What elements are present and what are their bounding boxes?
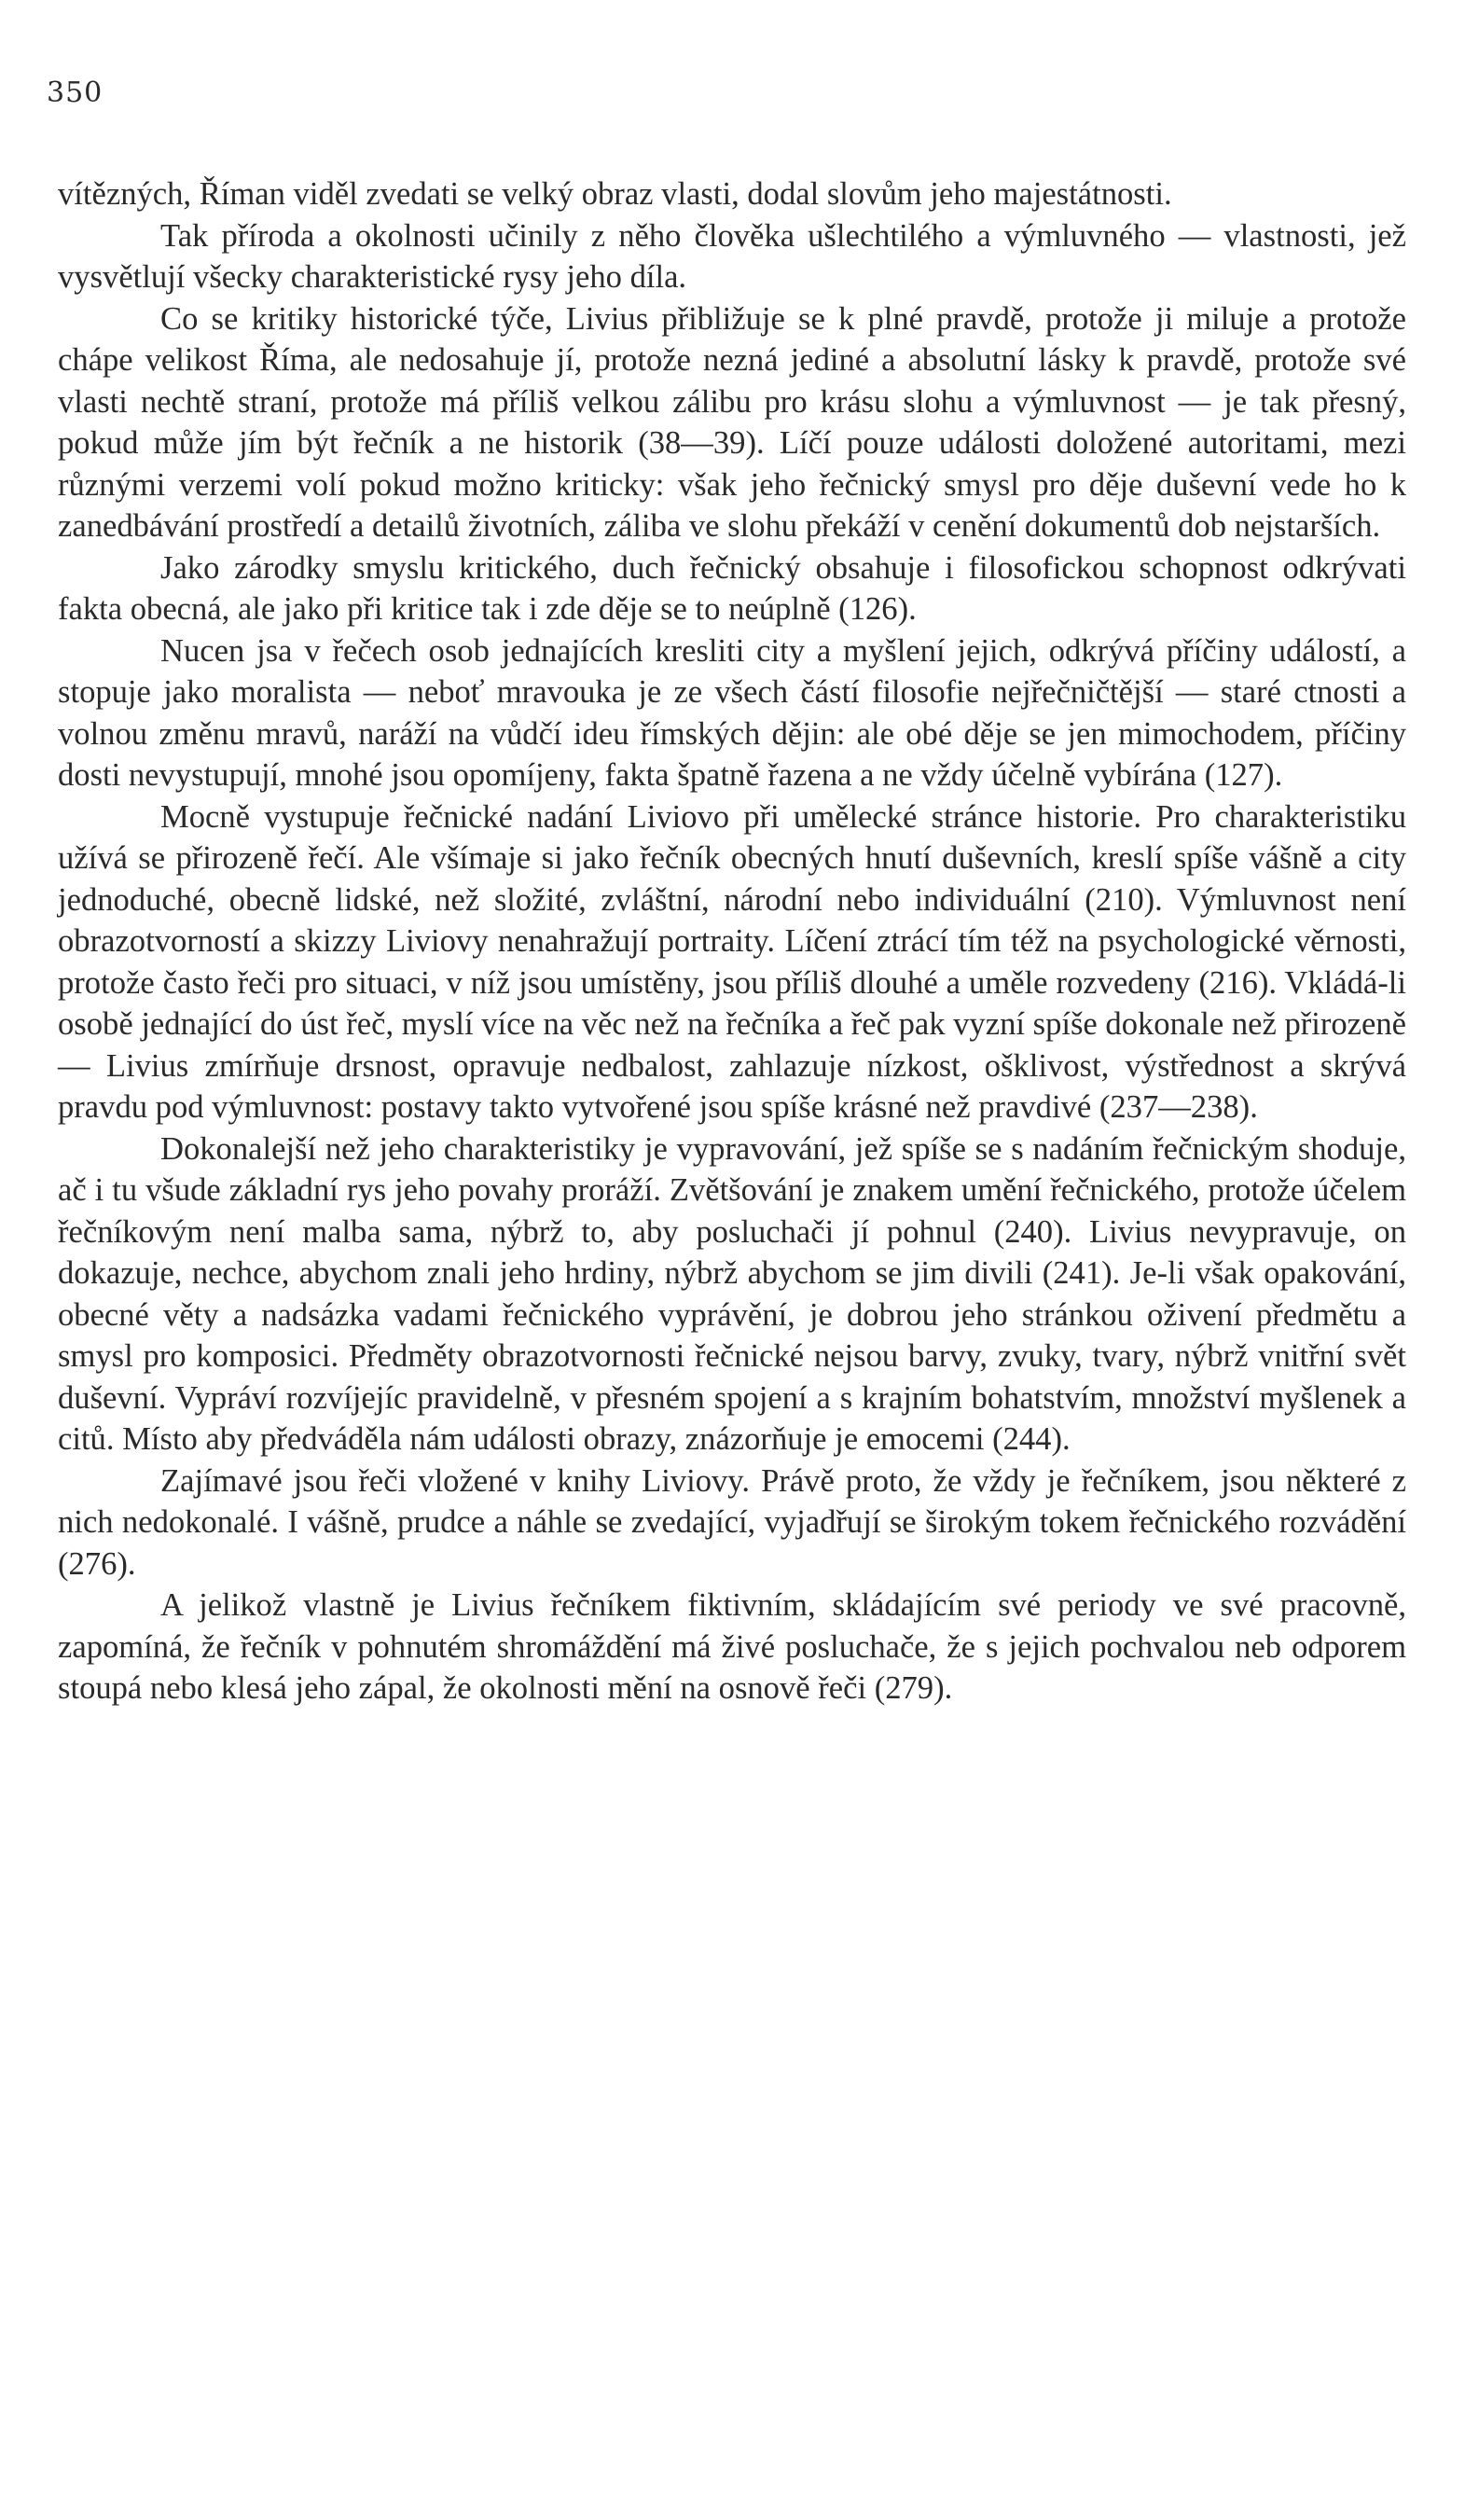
- paragraph-narration: Dokonalejší než jeho charakteristiky je vypravování, jež spíše se s nadáním řečnickým shoduje, ač i tu všude základní rys jeho povahy proráží. Zvětšování je znakem umění řečnického, protože účelem řečníkovým není malba sama, nýbrž to, aby posluchači jí pohnul (240). Livius nevypravuje, on dokazuje, nechce, abychom znali jeho hrdiny, nýbrž abychom se jim divili (241). Je-li však opakování, obecné věty a nadsázka vadami řečnického vyprávění, je dobrou jeho stránkou oživení předmětu a smysl pro komposici. Předměty obrazotvornosti řečnické nejsou barvy, zvuky, tvary, nýbrž vnitřní svět duševní. Vypráví rozvíjejíc pravidelně, v přesném spojení a s krajním bohatstvím, množství myšlenek a citů. Místo aby předváděla nám události obrazy, znázorňuje je emocemi (244).: [58, 1130, 1406, 1457]
- paragraph-fictive-orator: A jelikož vlastně je Livius řečníkem fiktivním, skládajícím své periody ve své pracovně, zapomíná, že řečník v pohnutém shromáždění má živé posluchače, že s jejich pochvalou neb odporem stoupá nebo klesá jeho zápal, že okolnosti mění na osnově řeči (279).: [58, 1587, 1406, 1706]
- paragraph-inserted-speeches: Zajímavé jsou řeči vložené v knihy Liviovy. Právě proto, že vždy je řečníkem, jsou některé z nich nedokonalé. I vášně, prudce a náhle se zvedající, vyjadřují se širokým tokem řečnického rozvádění (276).: [58, 1462, 1406, 1582]
- paragraph-historical-criticism: Co se kritiky historické týče, Livius přibližuje se k plné pravdě, protože ji miluje a protože chápe velikost Říma, ale nedosahuje jí, protože nezná jediné a absolutní lásky k pravdě, protože své vlasti nechtě straní, protože má příliš velkou zálibu pro krásu slohu a výmluvnost — je tak přesný, pokud může jím být řečník a ne historik (38—39). Líčí pouze události doložené autoritami, mezi různými verzemi volí pokud možno kriticky: však jeho řečnický smysl pro děje duševní vede ho k zanedbávání prostředí a detailů životních, záliba ve slohu překáží v cenění dokumentů dob nejstarších.: [58, 300, 1406, 544]
- page-number: 350: [47, 76, 104, 109]
- paragraph-nature-circumstances: Tak příroda a okolnosti učinily z něho člověka ušlechtilého a výmluvného — vlastnosti, jež vysvětlují všecky charakteristické rysy jeho díla.: [58, 217, 1406, 295]
- paragraph-rhetorical-talent: Mocně vystupuje řečnické nadání Liviovo při umělecké stránce historie. Pro charakteristiku užívá se přirozeně řečí. Ale všímaje si jako řečník obecných hnutí duševních, kreslí spíše vášně a city jednoduché, obecně lidské, než složité, zvláštní, národní nebo individuální (210). Výmluvnost není obrazotvorností a skizzy Liviovy nenahražují portraity. Líčení ztrácí tím též na psychologické věrnosti, protože často řeči pro situaci, v níž jsou umístěny, jsou příliš dlouhé a uměle rozvedeny (216). Vkládá-li osobě jednající do úst řeč, myslí více na věc než na řečníka a řeč pak vyzní spíše dokonale než přirozeně — Livius zmírňuje drsnost, opravuje nedbalost, zahlazuje nízkost, ošklivost, výstřednost a skrývá pravdu pod výmluvnost: postavy takto vytvořené jsou spíše krásné než pravdivé (237—238).: [58, 798, 1406, 1125]
- paragraph-philosophical-capacity: Jako zárodky smyslu kritického, duch řečnický obsahuje i filosofickou schopnost odkrývati fakta obecná, ale jako při kritice tak i zde děje se to neúplně (126).: [58, 549, 1406, 627]
- paragraph-continuation: vítězných, Říman viděl zvedati se velký obraz vlasti, dodal slovům jeho majestátnosti.: [58, 176, 1172, 212]
- paragraph-speeches-causes: Nucen jsa v řečech osob jednajících kresliti city a myšlení jejich, odkrývá příčiny událostí, a stopuje jako moralista — neboť mravouka je ze všech částí filosofie nejřečničtější — staré ctnosti a volnou změnu mravů, naráží na vůdčí ideu římských dějin: ale obé děje se jen mimochodem, příčiny dosti nevystupují, mnohé jsou opomíjeny, fakta špatně řazena a ne vždy účelně vybírána (127).: [58, 632, 1406, 793]
- body-text: [58, 173, 1406, 1710]
